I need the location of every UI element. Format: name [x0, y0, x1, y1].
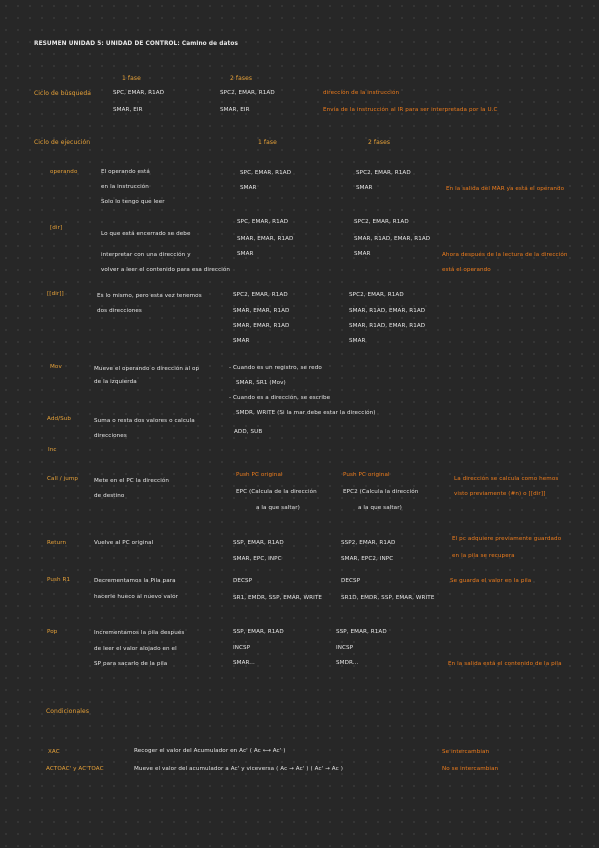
return-f2-1: SSP2, EMAR, R1AD [341, 540, 396, 546]
cond-r2-label: ACTOAC' y AC'TOAC [46, 766, 104, 772]
operando-note: En la salida del MAR ya está el operando [446, 186, 565, 192]
operando-desc-2: en la instrucción [101, 184, 149, 190]
page-title: RESUMEN UNIDAD 5: UNIDAD DE CONTROL: Camino de datos [34, 41, 239, 47]
push-f2-2: SR1D, EMDR, SSP, EMAR, WRITE [341, 595, 435, 601]
ddir-f2-1: SPC2, EMAR, R1AD [349, 292, 404, 298]
row-label-inc: Inc [48, 447, 57, 453]
cond-r1-label: XAC [48, 749, 60, 755]
mov-f1-3: - Cuando es a dirección, se escribe [229, 395, 331, 401]
fetch-col2-header: 2 fases [230, 75, 253, 82]
fetch-col1-header: 1 fase [122, 75, 141, 82]
pop-desc-1: Incrementamos la pila después [94, 630, 185, 636]
call-f2-1: EPC2 (Calcula la dirección [343, 489, 419, 495]
row-label-call: Call / jump [47, 476, 79, 482]
dir-desc-3: volver a leer el contenido para esa dirección [101, 267, 231, 273]
ddir-f1-3: SMAR, EMAR, R1AD [233, 323, 290, 329]
row-label-dir: [dir] [50, 225, 63, 231]
exec-col2-header: 2 fases [368, 139, 391, 146]
row-label-ddir: [[dir]] [47, 291, 64, 297]
operando-f1-2: SMAR [240, 185, 257, 191]
call-f1-1: EPC (Calcula de la dirección [236, 489, 317, 495]
addsub-desc-1: Suma o resta dos valores o calcula [94, 418, 195, 424]
cond-r2-note: No se intercambian [442, 766, 499, 772]
return-desc-1: Vuelve al PC original [94, 540, 154, 546]
row-label-operando: operando [50, 169, 78, 175]
dir-f2-2: SMAR, R1AD, EMAR, R1AD [354, 236, 431, 242]
operando-desc-1: El operando está [101, 169, 150, 175]
pop-note: En la salida está el contenido de la pila [448, 661, 562, 667]
ddir-f2-2: SMAR, R1AD, EMAR, R1AD [349, 308, 426, 314]
call-desc-1: Mete en el PC la dirección [94, 478, 170, 484]
mov-f1-4: SMDR, WRITE (Si la mar debe estar la dirección) [236, 410, 376, 416]
pop-desc-3: SP para sacarlo de la pila [94, 661, 168, 667]
push-desc-2: hacerle hueco al nuevo valor [94, 594, 178, 600]
return-f1-2: SMAR, EPC, INPC [233, 556, 282, 562]
fetch-r1-c2: SPC2, EMAR, R1AD [220, 90, 275, 96]
return-f1-1: SSP, EMAR, R1AD [233, 540, 284, 546]
dir-note-1: Ahora después de la lectura de la dirección [442, 252, 568, 258]
ddir-desc-2: dos direcciones [97, 308, 142, 314]
fetch-r1-note: dirección de la instrucción [323, 90, 400, 96]
fetch-r1-c1: SPC, EMAR, R1AD [113, 90, 165, 96]
operando-f2-2: SMAR [356, 185, 373, 191]
dir-desc-1: Lo que está encerrado se debe [101, 231, 191, 237]
fetch-r2-c2: SMAR, EIR [220, 107, 250, 113]
pop-f2-3: SMDR... [336, 660, 359, 666]
return-f2-2: SMAR, EPC2, INPC [341, 556, 394, 562]
push-desc-1: Decrementamos la Pila para [94, 578, 176, 584]
dir-f2-3: SMAR [354, 251, 371, 257]
mov-desc-2: de la izquierda [94, 379, 137, 385]
call-note-2: visto previamente (#n) o [[dir]] [454, 491, 546, 497]
fetch-r2-c1: SMAR, EIR [113, 107, 143, 113]
call-note-1: La dirección se calcula como hemos [454, 476, 559, 482]
pop-f1-1: SSP, EMAR, R1AD [233, 629, 284, 635]
cond-r1-note: Se intercambian [442, 749, 490, 755]
call-f2-2: a la que saltar) [358, 505, 402, 511]
return-note-1: El pc adquiere previamente guardado [452, 536, 562, 542]
dir-note-2: está el operando [442, 267, 491, 273]
call-desc-2: de destino [94, 493, 125, 499]
mov-f2-1: ADD, SUB [234, 429, 263, 435]
pop-f1-2: INCSP [233, 645, 251, 651]
dir-desc-2: interpretar con una dirección y [101, 252, 191, 258]
cond-label: Condicionales [46, 708, 90, 715]
pop-f2-1: SSP, EMAR, R1AD [336, 629, 387, 635]
operando-f1-1: SPC, EMAR, R1AD [240, 170, 292, 176]
addsub-desc-2: direcciones [94, 433, 127, 439]
ddir-f2-4: SMAR [349, 338, 366, 344]
fetch-r2-note: Envía de la instrucción al IR para ser interpretada por la U.C [323, 107, 498, 113]
exec-label: Ciclo de ejecución [34, 139, 91, 146]
push-note: Se guarda el valor en la pila [450, 578, 532, 584]
operando-desc-3: Solo lo tengo que leer [101, 199, 165, 205]
push-f1-2: SR1, EMDR, SSP, EMAR, WRITE [233, 595, 323, 601]
ddir-f1-2: SMAR, EMAR, R1AD [233, 308, 290, 314]
row-label-pop: Pop [47, 629, 58, 635]
push-f2-1: DECSP [341, 578, 361, 584]
mov-f1-1: - Cuando es un registro, se redo [229, 365, 322, 371]
dir-f1-1: SPC, EMAR, R1AD [237, 219, 289, 225]
operando-f2-1: SPC2, EMAR, R1AD [356, 170, 411, 176]
pop-f1-3: SMAR... [233, 660, 255, 666]
fetch-label: Ciclo de búsqueda [34, 90, 92, 97]
push-f1-1: DECSP [233, 578, 253, 584]
call-f1-2: a la que saltar) [256, 505, 300, 511]
row-label-mov: Mov [50, 364, 62, 370]
row-label-return: Return [47, 540, 67, 546]
mov-desc-1: Mueve el operando o dirección al op [94, 366, 200, 372]
call-f2-header: Push PC original [343, 472, 390, 478]
pop-f2-2: INCSP [336, 645, 354, 651]
cond-r1-desc: Recoger el valor del Acumulador en Ac' ( Ac ⟷ Ac' ) [134, 748, 286, 754]
row-label-push: Push R1 [47, 577, 71, 583]
ddir-f1-4: SMAR [233, 338, 250, 344]
pop-desc-2: de leer el valor alojado en el [94, 646, 177, 652]
dir-f2-1: SPC2, EMAR, R1AD [354, 219, 409, 225]
exec-col1-header: 1 fase [258, 139, 277, 146]
ddir-f2-3: SMAR, R1AD, EMAR, R1AD [349, 323, 426, 329]
cond-r2-desc: Mueve el valor del acumulador a Ac' y viceversa ( Ac → Ac' ) ( Ac' → Ac ) [134, 766, 343, 772]
row-label-addsub: Add/Sub [47, 416, 72, 422]
mov-f1-2: SMAR, SR1 (Mov) [236, 380, 286, 386]
dir-f1-3: SMAR [237, 251, 254, 257]
ddir-desc-1: Es lo mismo, pero esta vez tenemos [97, 293, 202, 299]
return-note-2: en la pila se recupera [452, 553, 515, 559]
dir-f1-2: SMAR, EMAR, R1AD [237, 236, 294, 242]
call-f1-header: Push PC original [236, 472, 283, 478]
ddir-f1-1: SPC2, EMAR, R1AD [233, 292, 288, 298]
